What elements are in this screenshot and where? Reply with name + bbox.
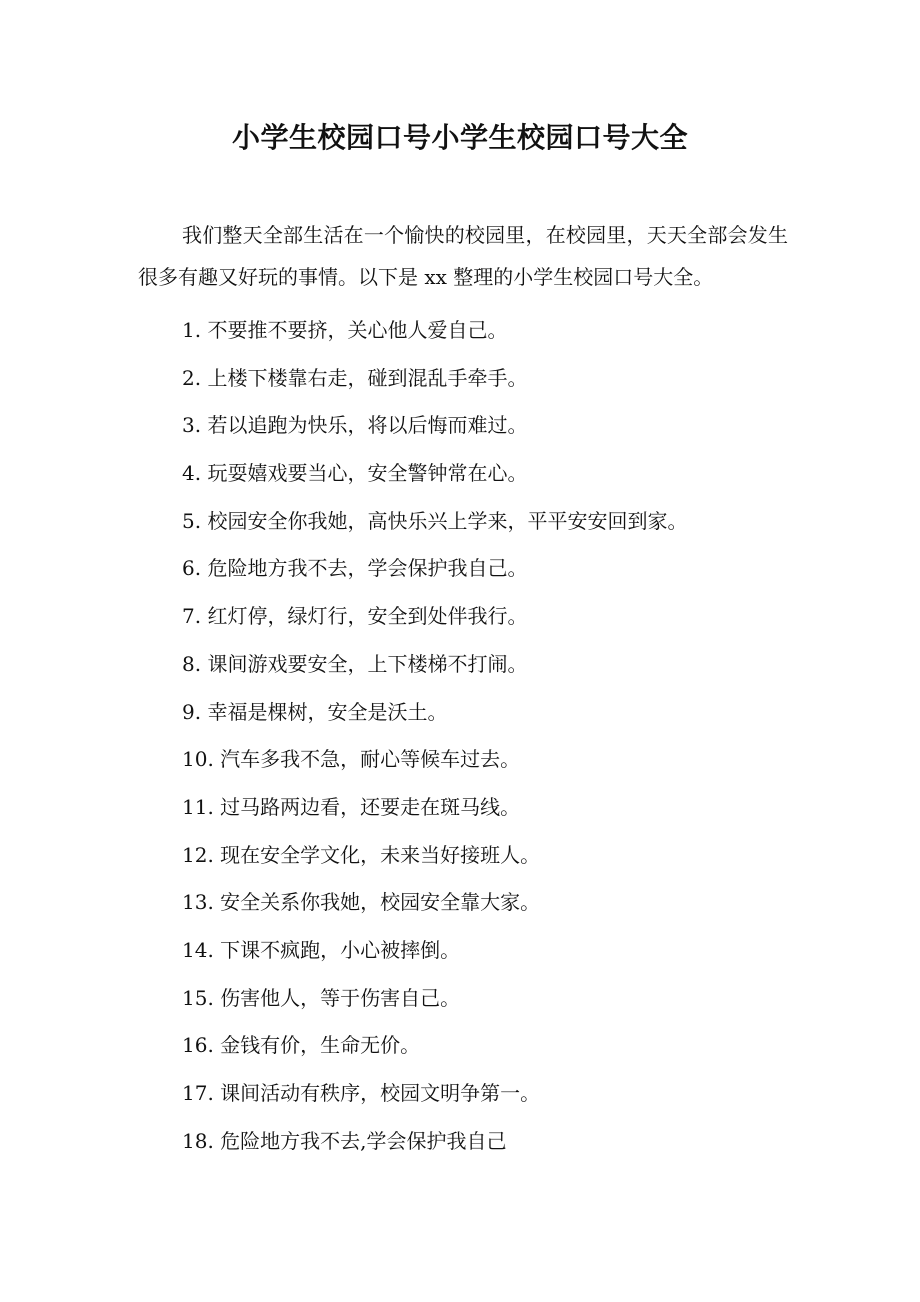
list-item: 14. 下课不疯跑，小心被摔倒。 — [182, 937, 461, 962]
list-item: 4. 玩耍嬉戏要当心，安全警钟常在心。 — [182, 461, 528, 486]
list-item: 2. 上楼下楼靠右走，碰到混乱手牵手。 — [182, 365, 528, 390]
list-item: 12. 现在安全学文化，未来当好接班人。 — [182, 842, 541, 867]
list-item: 8. 课间游戏要安全，上下楼梯不打闹。 — [182, 651, 528, 676]
intro-paragraph: 我们整天全部生活在一个愉快的校园里，在校园里，天天全部会发生很多有趣又好玩的事情。以下是 xx 整理的小学生校园口号大全。 — [138, 223, 788, 289]
list-item: 17. 课间活动有秩序，校园文明争第一。 — [182, 1081, 541, 1105]
list-item: 13. 安全关系你我她，校园安全靠大家。 — [182, 890, 541, 915]
list-item: 18. 危险地方我不去,学会保护我自己 — [182, 1128, 507, 1153]
list-item: 5. 校园安全你我她，高快乐兴上学来，平平安安回到家。 — [182, 508, 688, 533]
list-item: 1. 不要推不要挤，关心他人爱自己。 — [182, 318, 508, 342]
list-item: 15. 伤害他人，等于伤害自己。 — [182, 985, 461, 1010]
list-item: 3. 若以追跑为快乐，将以后悔而难过。 — [182, 413, 528, 438]
document-title: 小学生校园口号小学生校园口号大全 — [231, 121, 688, 154]
list-item: 16. 金钱有价，生命无价。 — [182, 1033, 421, 1058]
list-item: 7. 红灯停，绿灯行，安全到处伴我行。 — [182, 604, 528, 629]
list-item: 11. 过马路两边看，还要走在斑马线。 — [182, 794, 521, 819]
list-item: 6. 危险地方我不去，学会保护我自己。 — [182, 556, 528, 581]
list-item: 10. 汽车多我不急，耐心等候车过去。 — [182, 747, 521, 772]
slogan-list — [182, 307, 802, 1165]
list-item: 9. 幸福是棵树，安全是沃土。 — [182, 699, 448, 724]
